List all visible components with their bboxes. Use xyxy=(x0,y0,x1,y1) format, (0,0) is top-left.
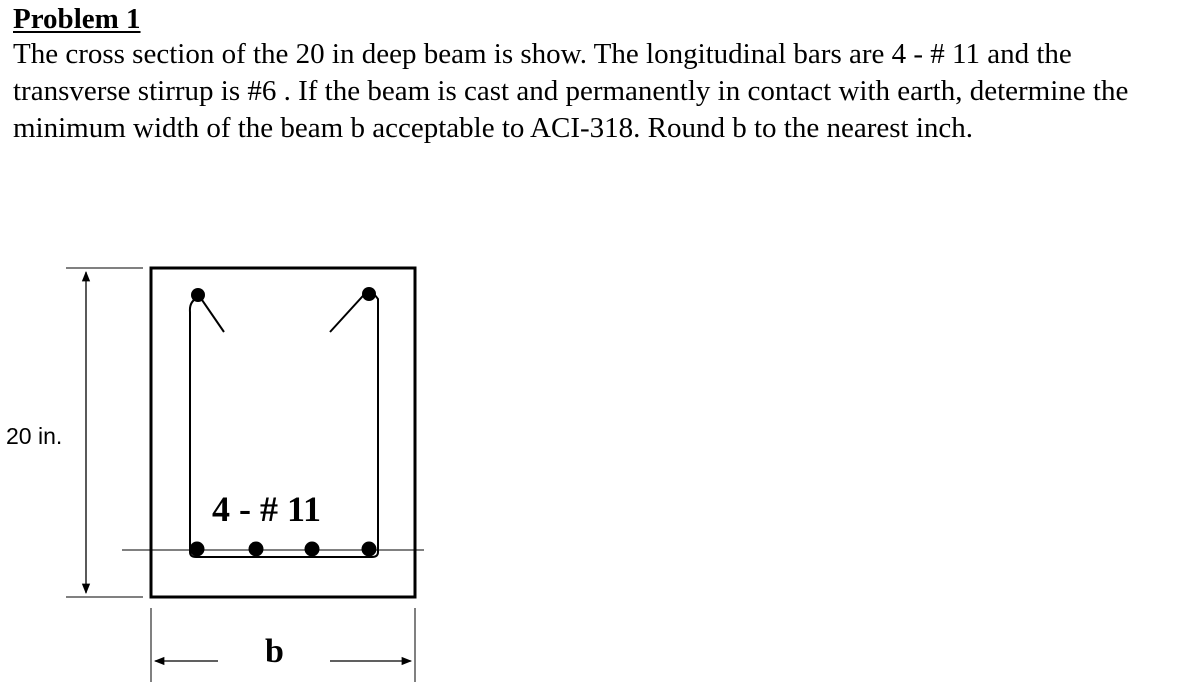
bars-label: 4 - # 11 xyxy=(212,489,322,529)
problem-title: Problem 1 xyxy=(13,3,141,35)
depth-label: 20 in. xyxy=(6,423,63,449)
top-bar-right xyxy=(362,287,376,301)
problem-statement: The cross section of the 20 in deep beam is show. The longitudinal bars are 4 - # 11 and the transverse stirrup is #6 . If the beam is cast and permanently in contact with earth, determine the minimum width of the beam b acceptable to ACI-318. Round b to the nearest inch. xyxy=(13,38,1129,144)
longitudinal-bar xyxy=(362,542,377,557)
longitudinal-bar xyxy=(190,542,205,557)
width-label: b xyxy=(265,633,284,670)
longitudinal-bar xyxy=(305,542,320,557)
top-bar-left xyxy=(191,288,205,302)
longitudinal-bars xyxy=(190,542,377,557)
longitudinal-bar xyxy=(249,542,264,557)
